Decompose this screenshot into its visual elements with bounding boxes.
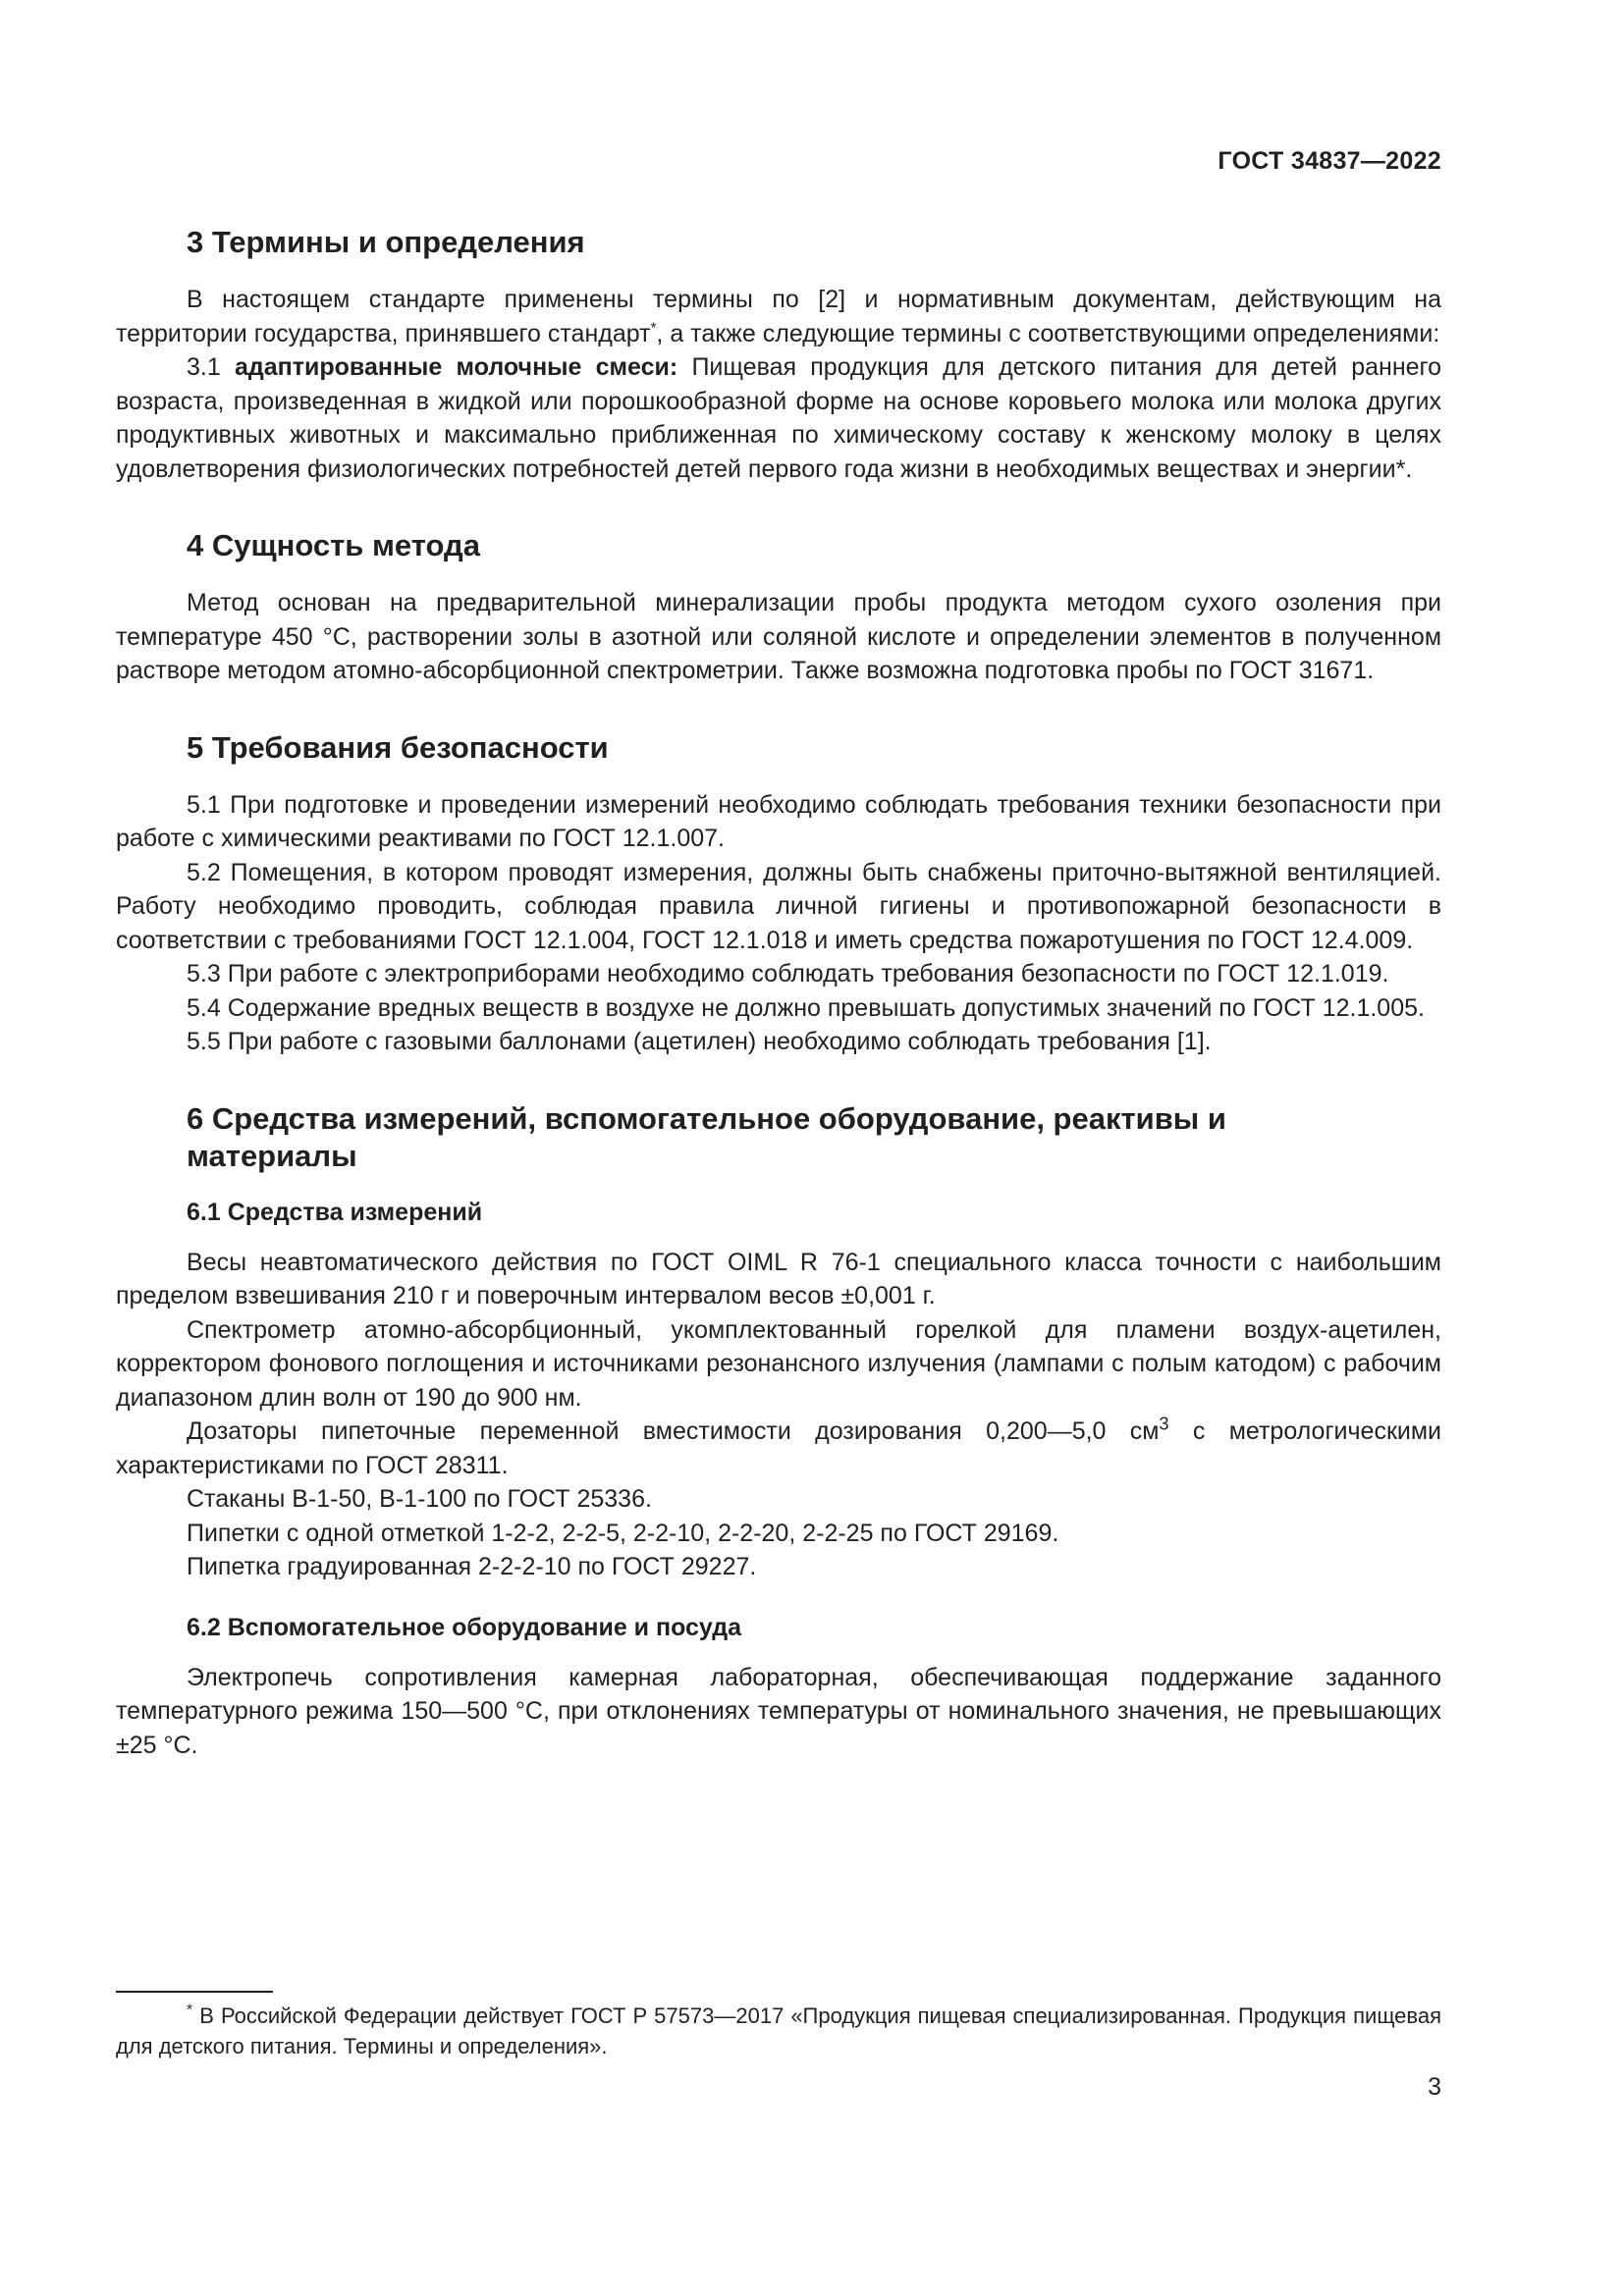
page-number: 3 [1428,2073,1441,2101]
item-dispensers-text-b: с метрологическими характеристиками по ГОСТ 28311. [116,1417,1442,1479]
definition-3-1 [116,350,1441,486]
section-3-intro-text-a: В настоящем стандарте применены термины по [2] и нормативным документам, действующим на территории государства, принявшего стандарт [116,286,1441,347]
section-6 [116,1100,1441,1763]
document-id: ГОСТ 34837—2022 [1218,147,1441,175]
unit-exponent: 3 [1159,1414,1169,1434]
section-3-title: 3 Термины и определения [187,225,585,259]
item-dispensers [116,1415,1441,1482]
item-graduated-pipette: Пипетка градуированная 2-2-2-10 по ГОСТ 29227. [187,1553,757,1580]
clause-5-5: 5.5 При работе с газовыми баллонами (ацетилен) необходимо соблюдать требования [1]. [187,1028,1212,1055]
definition-number: 3.1 [187,353,235,381]
item-dispensers-text-a: Дозаторы пипеточные переменной вместимости дозирования 0,200—5,0 см [187,1417,1160,1445]
section-5-title: 5 Требования безопасности [187,729,609,765]
subsection-6-1 [116,1197,1441,1584]
footnote-mark: * [187,2002,193,2019]
subsection-6-2-title: 6.2 Вспомогательное оборудование и посуда [187,1613,741,1641]
definition-text: Пищевая продукция для детского питания для детей раннего возраста, произведенная в жидкой или порошкообразной форме на основе коровьего молока или молока других продуктивных животных и максимально приближенная по химическому составу к женскому молоку в целях удовлетворения физиологических потребностей детей первого года жизни в необходимых веществах и энергии*. [116,353,1442,483]
footnote-text: В Российской Федерации действует ГОСТ Р 57573—2017 «Продукция пищевая специализированная. Продукция пищевая для детского питания. Термины и определения». [116,2003,1441,2058]
item-spectrometer: Спектрометр атомно-абсорбционный, укомплектованный горелкой для пламени воздух-ацетилен, корректором фонового поглощения и источниками резонансного излучения (лампами с полым катодом) с рабочим диапазоном длин волн от 190 до 900 нм. [116,1315,1441,1412]
clause-5-1: 5.1 При подготовке и проведении измерений необходимо соблюдать требования техники безопасности при работе с химическими реактивами по ГОСТ 12.1.007. [116,790,1441,852]
page-content [116,224,1441,1803]
subsection-6-2 [116,1612,1441,1763]
definition-term: адаптированные молочные смеси: [234,353,678,381]
item-beakers: Стаканы В-1-50, В-1-100 по ГОСТ 25336. [187,1485,652,1513]
item-furnace: Электропечь сопротивления камерная лабораторная, обеспечивающая поддержание заданного температурного режима 150—500 °С, при отклонениях температуры от номинального значения, не превышающих ±25 °С. [116,1663,1441,1759]
section-6-title: 6 Средства измерений, вспомогательное оборудование, реактивы и материалы [187,1100,1226,1173]
section-4 [116,527,1441,688]
section-4-text: Метод основан на предварительной минерализации пробы продукта методом сухого озоления при температуре 450 °С, растворении золы в азотной или соляной кислоте и определении элементов в полученном растворе методом атомно-абсорбционной спектрометрии. Также возможна подготовка пробы по ГОСТ 31671. [116,589,1441,684]
item-pipettes: Пипетки с одной отметкой 1-2-2, 2-2-5, 2-2-10, 2-2-20, 2-2-25 по ГОСТ 29169. [187,1519,1059,1547]
clause-5-4: 5.4 Содержание вредных веществ в воздухе не должно превышать допустимых значений по ГОСТ 12.1.005. [187,993,1425,1022]
section-3-intro [116,283,1441,350]
item-scales: Весы неавтоматического действия по ГОСТ OIML R 76-1 специального класса точности с наибольшим пределом взвешивания 210 г и поверочным интервалом весов ±0,001 г. [116,1248,1441,1309]
section-3 [116,224,1441,486]
clause-5-2: 5.2 Помещения, в котором проводят измерения, должны быть снабжены приточно-вытяжной вентиляцией. Работу необходимо проводить, соблюдая правила личной гигиены и противопожарной безопасности в соответствии с требованиями ГОСТ 12.1.004, ГОСТ 12.1.018 и иметь средства пожаротушения по ГОСТ 12.4.009. [116,858,1441,954]
section-3-intro-text-b: , а также следующие термины с соответствующими определениями: [656,319,1440,347]
clause-5-3: 5.3 При работе с электроприборами необходимо соблюдать требования безопасности по ГОСТ 12.1.019. [187,960,1389,988]
footnote [116,2001,1441,2061]
section-4-title: 4 Сущность метода [187,528,480,562]
footnote-divider [116,1991,273,1993]
document-page [116,0,1441,2296]
footnote-ref: * [650,319,657,337]
section-5 [116,729,1441,1059]
subsection-6-1-title: 6.1 Средства измерений [187,1198,483,1226]
